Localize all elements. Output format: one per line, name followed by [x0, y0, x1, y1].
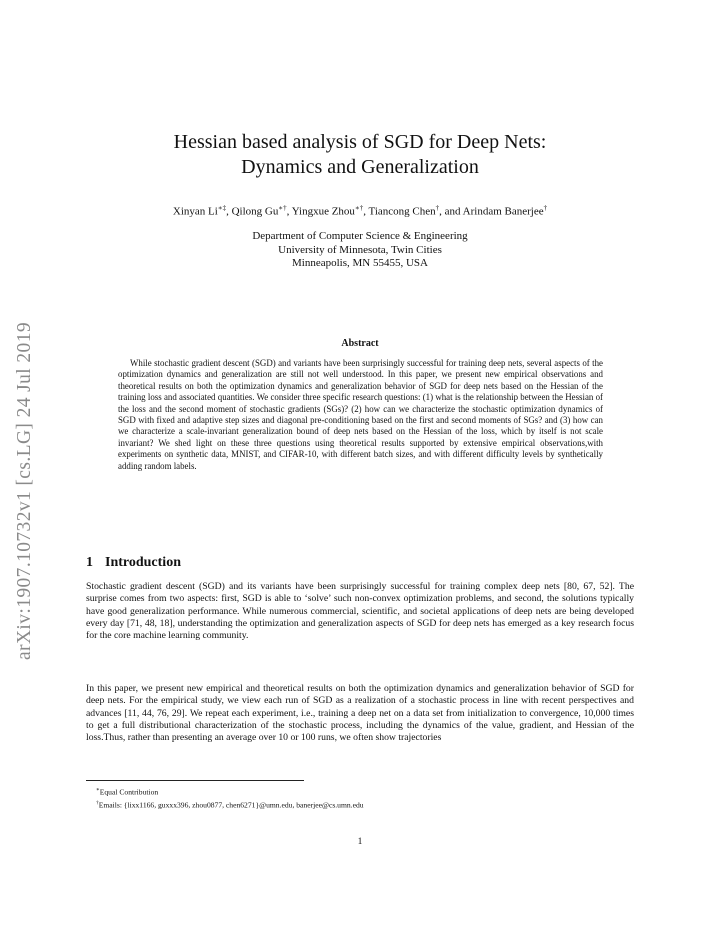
author-marks: † — [435, 204, 440, 212]
author-list — [0, 201, 720, 219]
intro-paragraph-1: Stochastic gradient descent (SGD) and its variants have been surprisingly successful for training complex deep nets [80, 67, 52]. The surprise comes from two aspects: first, SGD is able to ‘solve’ such non-convex optimization problems, and second, the solutions typically have good generalization performance. While numerous commercial, scientific, and societal applications of deep nets are being developed every day [71, 48, 18], understanding the optimization and generalization aspects of SGD for deep nets has emerged as a key research focus for the core machine learning community. — [86, 581, 634, 642]
author-separator: , and — [439, 205, 463, 218]
page-number: 1 — [357, 837, 363, 847]
paper-title — [0, 130, 720, 180]
author-name: Arindam Banerjee — [462, 205, 544, 218]
footnote-divider — [86, 780, 304, 781]
affiliation-address: Minneapolis, MN 55455, USA — [292, 257, 428, 269]
footnote-mark: † — [96, 800, 99, 807]
intro-paragraph-2: In this paper, we present new empirical and theoretical results on both the optimization dynamics and generalization behavior of SGD for deep nets. For the empirical study, we view each run of SGD as a realization of a stochastic process in line with recent perspectives and advances [11, 44, 76, 29]. We repeat each experiment, i.e., training a deep net on a data set from initialization to convergence, 10,000 times to get a full distributional characterization of the stochastic process, including the dynamics of the value, gradient, and Hessian of the loss.Thus, rather than presenting an average over 10 or 100 runs, we often show trajectories — [86, 683, 634, 744]
footnote-equal-contribution — [96, 785, 364, 798]
abstract-body: While stochastic gradient descent (SGD) and variants have been surprisingly successful for training deep nets, several aspects of the optimization dynamics and generalization are still not well understood. In this paper, we present new empirical observations and theoretical results on both the optimization dynamics and generalization behavior of SGD for deep nets based on the Hessian of the training loss and associated quantities. We consider three specific research questions: (1) what is the relationship between the Hessian of the loss and the second moment of stochastic gradients (SGs)? (2) how can we characterize the stochastic optimization dynamics of SGD with fixed and adaptive step sizes and diagonal pre-conditioning based on the first and second moments of SGs? and (3) how can we characterize a scale-invariant generalization bound of deep nets based on the Hessian of the loss, which by itself is not scale invariant? We shed light on these three questions using theoretical results supported by extensive empirical observations,with experiments on synthetic data, MNIST, and CIFAR-10, with different batch sizes, and with different difficulty levels by synthetically adding random labels. — [118, 358, 603, 471]
footnote-emails — [96, 798, 364, 811]
affiliation-department: Department of Computer Science & Engineering — [252, 230, 468, 242]
abstract-heading: Abstract — [341, 338, 379, 349]
author-marks: ∗† — [278, 204, 287, 212]
affiliation-university: University of Minnesota, Twin Cities — [278, 243, 442, 256]
section-heading-introduction — [86, 555, 181, 571]
section-number: 1 — [86, 555, 93, 570]
footnote-text: Emails: {lixx1166, guxxx396, zhou0877, chen6271}@umn.edu, banerjee@cs.umn.edu — [98, 800, 364, 810]
footnote-mark: ∗ — [96, 787, 100, 793]
author-separator: , — [286, 205, 292, 218]
affiliation-block — [0, 230, 720, 271]
author-name: Qilong Gu — [231, 205, 279, 218]
author-marks: † — [543, 204, 548, 212]
section-title: Introduction — [105, 555, 181, 570]
author-name: Xinyan Li — [172, 205, 218, 218]
title-line-1: Hessian based analysis of SGD for Deep Nets: — [173, 131, 547, 153]
author-separator: , — [363, 205, 369, 218]
author-name: Yingxue Zhou — [291, 205, 355, 218]
author-marks: ∗† — [354, 204, 364, 212]
author-name: Tiancong Chen — [368, 205, 436, 218]
footnotes — [96, 785, 364, 811]
arxiv-identifier-stamp: arXiv:1907.10732v1 [cs.LG] 24 Jul 2019 — [14, 322, 35, 660]
title-line-2: Dynamics and Generalization — [241, 156, 479, 178]
author-marks: ∗‡ — [217, 204, 227, 212]
author-separator: , — [226, 205, 232, 218]
footnote-text: Equal Contribution — [99, 787, 159, 797]
